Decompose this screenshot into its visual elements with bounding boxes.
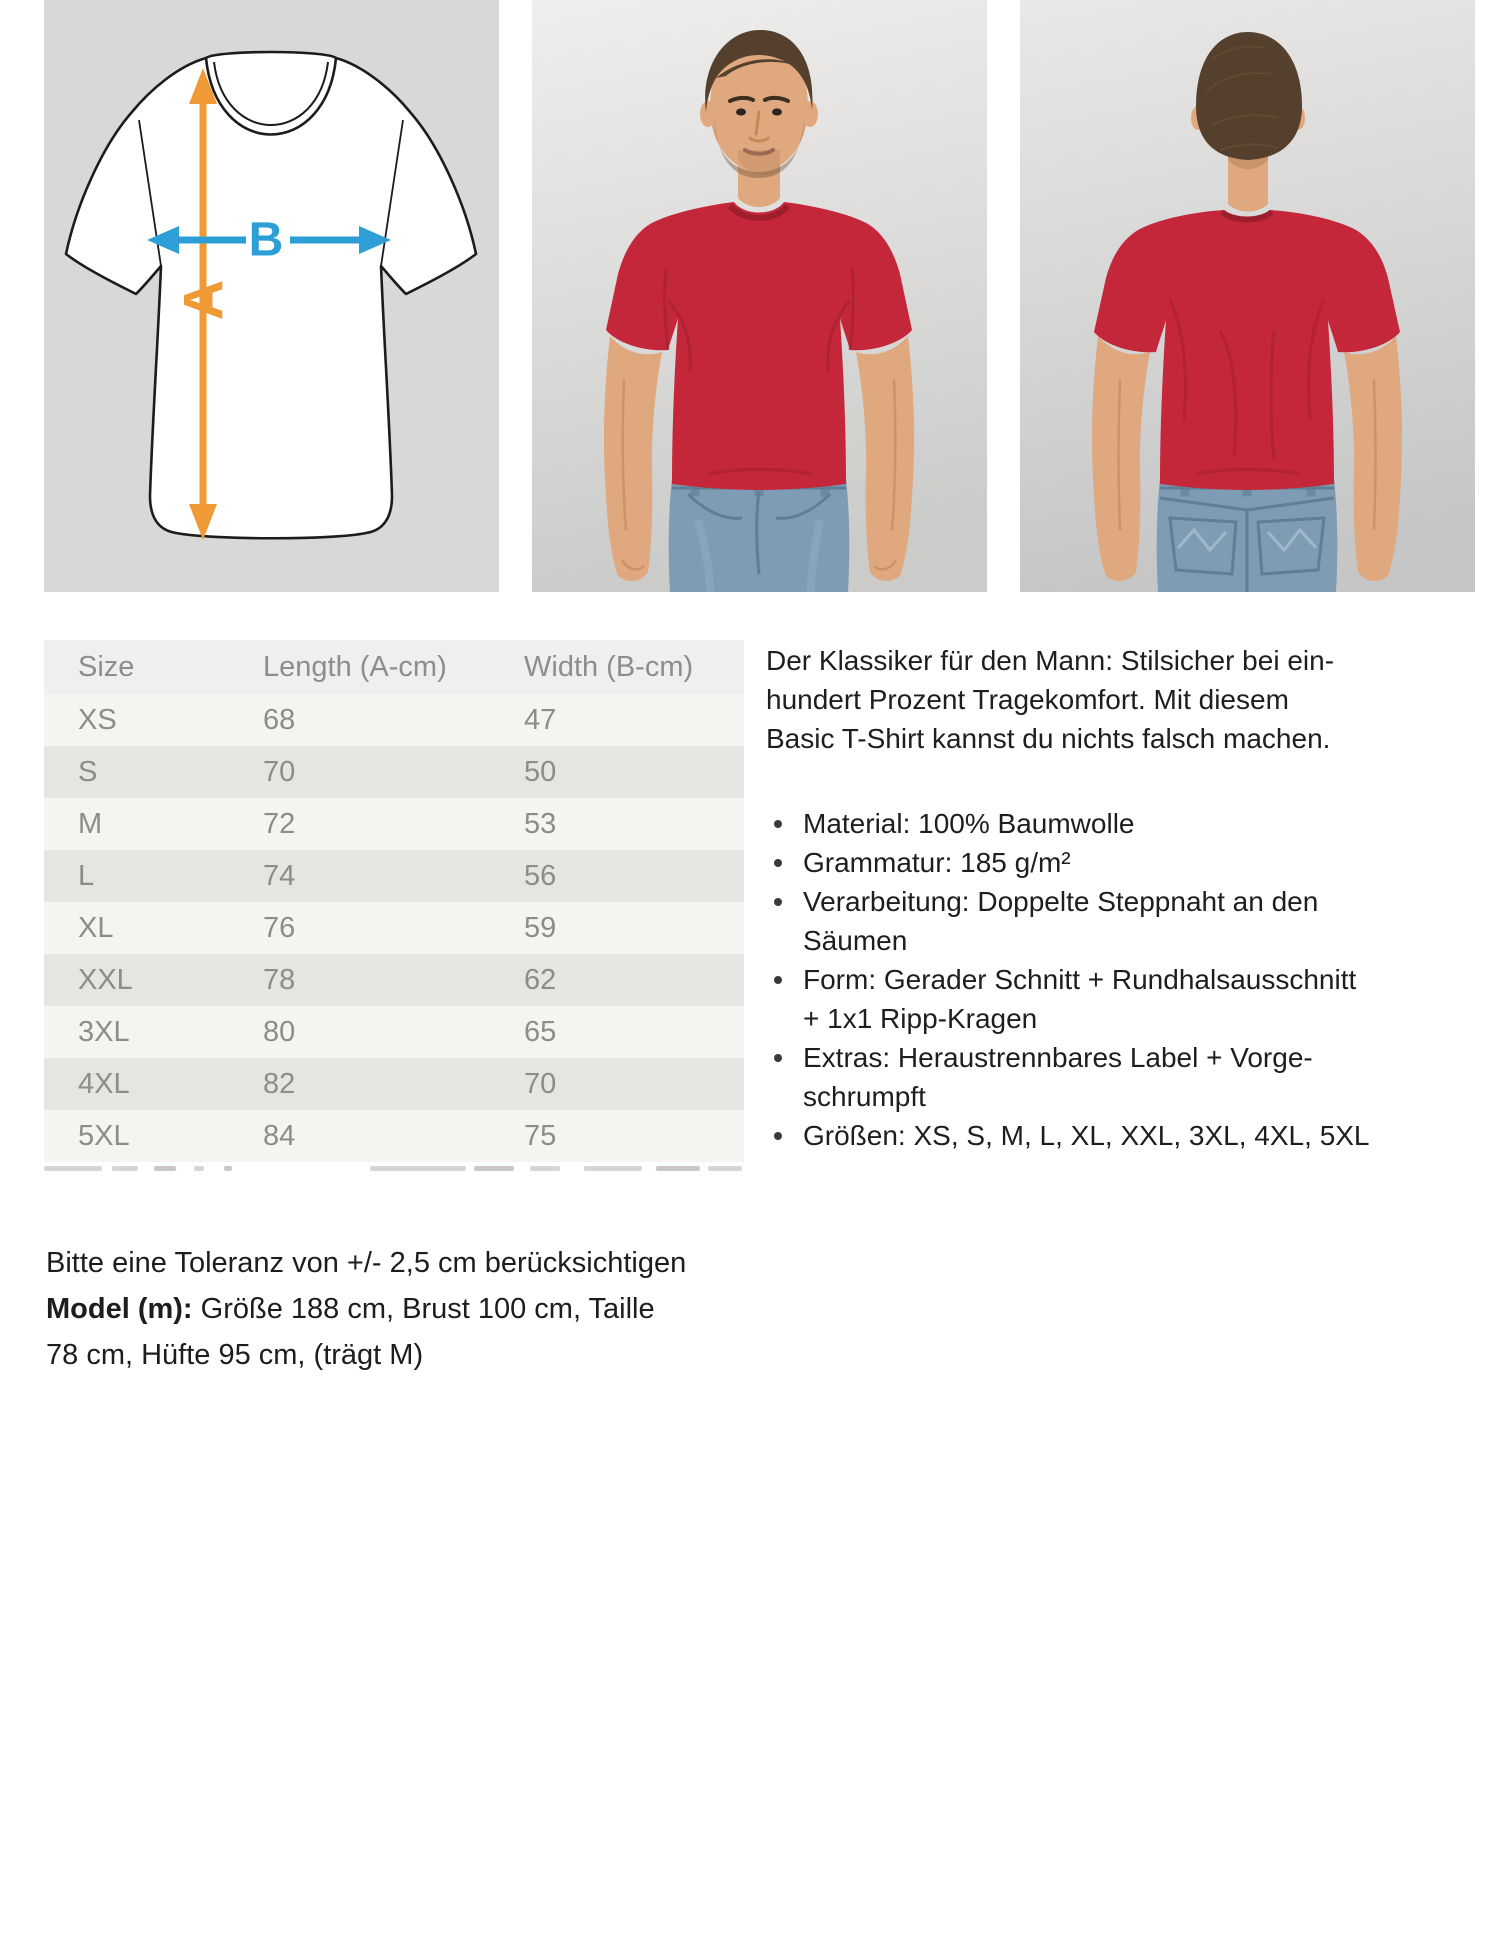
cell-length: 80 (263, 1015, 296, 1048)
bullet-icon (774, 898, 782, 906)
header-length: Length (A-cm) (263, 650, 447, 683)
clipped-row-artifact (44, 1166, 744, 1172)
paragraph-line: Basic T-Shirt kannst du nichts falsch machen. (766, 723, 1331, 754)
cell-size: L (78, 859, 95, 892)
cell-width: 53 (524, 807, 557, 840)
cell-size: 4XL (78, 1067, 130, 1100)
cell-length: 68 (263, 703, 296, 736)
cell-size: XS (78, 703, 117, 736)
bullet-line: Extras: Heraustrennbares Label + Vorge- (803, 1042, 1313, 1073)
list-item (766, 804, 1466, 843)
measure-b-label: B (248, 213, 284, 267)
paragraph-line: Der Klassiker für den Mann: Stilsicher bei ein- (766, 645, 1335, 676)
cell-size: S (78, 755, 98, 788)
measure-a-label: A (171, 279, 235, 321)
bullet-icon (774, 820, 782, 828)
list-item (766, 1116, 1466, 1155)
cell-width: 56 (524, 859, 557, 892)
cell-width: 70 (524, 1067, 557, 1100)
table-row (44, 850, 744, 902)
header-size: Size (78, 650, 135, 683)
model-back-photo (1020, 0, 1475, 592)
product-description (766, 641, 1466, 1155)
model-front-photo (532, 0, 987, 592)
bullet-icon (774, 976, 782, 984)
size-table (44, 640, 744, 1162)
model-measurements: Größe 188 cm, Brust 100 cm, Taille (192, 1293, 655, 1325)
bullet-line: Form: Gerader Schnitt + Rundhalsausschnitt (803, 964, 1357, 995)
size-table-header (44, 640, 744, 694)
bullet-icon (774, 1054, 782, 1062)
cell-width: 47 (524, 703, 557, 736)
cell-length: 70 (263, 755, 296, 788)
measurement-notes (46, 1240, 686, 1378)
size-table-body (44, 694, 744, 1162)
table-row (44, 1110, 744, 1162)
list-item (766, 1038, 1466, 1116)
table-row (44, 694, 744, 746)
table-row (44, 902, 744, 954)
cell-width: 59 (524, 911, 557, 944)
table-row (44, 1006, 744, 1058)
cell-size: XL (78, 911, 114, 944)
bullet-line: Grammatur: 185 g/m² (803, 847, 1071, 878)
bullet-line-continued: + 1x1 Ripp-Kragen (803, 1003, 1038, 1034)
cell-size: 5XL (78, 1119, 130, 1152)
cell-size: M (78, 807, 103, 840)
cell-length: 78 (263, 963, 296, 996)
header-width: Width (B-cm) (524, 650, 694, 683)
bullet-line: Verarbeitung: Doppelte Steppnaht an den (803, 886, 1319, 917)
table-row (44, 798, 744, 850)
table-row (44, 1058, 744, 1110)
cell-width: 62 (524, 963, 557, 996)
cell-length: 76 (263, 911, 296, 944)
cell-length: 72 (263, 807, 296, 840)
cell-length: 82 (263, 1067, 296, 1100)
tshirt-measurement-diagram-icon (44, 0, 499, 592)
bullet-icon (774, 859, 782, 867)
cell-width: 50 (524, 755, 557, 788)
cell-width: 65 (524, 1015, 557, 1048)
cell-length: 74 (263, 859, 296, 892)
paragraph-line: hundert Prozent Tragekomfort. Mit diesem (766, 684, 1289, 715)
bullet-line-continued: Säumen (803, 925, 908, 956)
cell-width: 75 (524, 1119, 557, 1152)
tolerance-note: Bitte eine Toleranz von +/- 2,5 cm berücksichtigen (46, 1247, 687, 1279)
list-item (766, 960, 1466, 1038)
model-label: Model (m): (46, 1293, 193, 1325)
bullet-line: Material: 100% Baumwolle (803, 808, 1135, 839)
feature-list (766, 804, 1466, 1155)
model-info-line1 (46, 1286, 686, 1332)
cell-size: 3XL (78, 1015, 130, 1048)
table-row (44, 746, 744, 798)
cell-size: XXL (78, 963, 133, 996)
bullet-icon (774, 1132, 782, 1140)
size-diagram-image (44, 0, 499, 592)
bullet-line-continued: schrumpft (803, 1081, 926, 1112)
table-row (44, 954, 744, 1006)
model-hair-back (1196, 32, 1302, 160)
bullet-line: Größen: XS, S, M, L, XL, XXL, 3XL, 4XL, 5XL (803, 1120, 1370, 1151)
list-item (766, 882, 1466, 960)
cell-length: 84 (263, 1119, 296, 1152)
list-item (766, 843, 1466, 882)
description-paragraph (766, 641, 1466, 758)
model-info-line2: 78 cm, Hüfte 95 cm, (trägt M) (46, 1339, 424, 1371)
